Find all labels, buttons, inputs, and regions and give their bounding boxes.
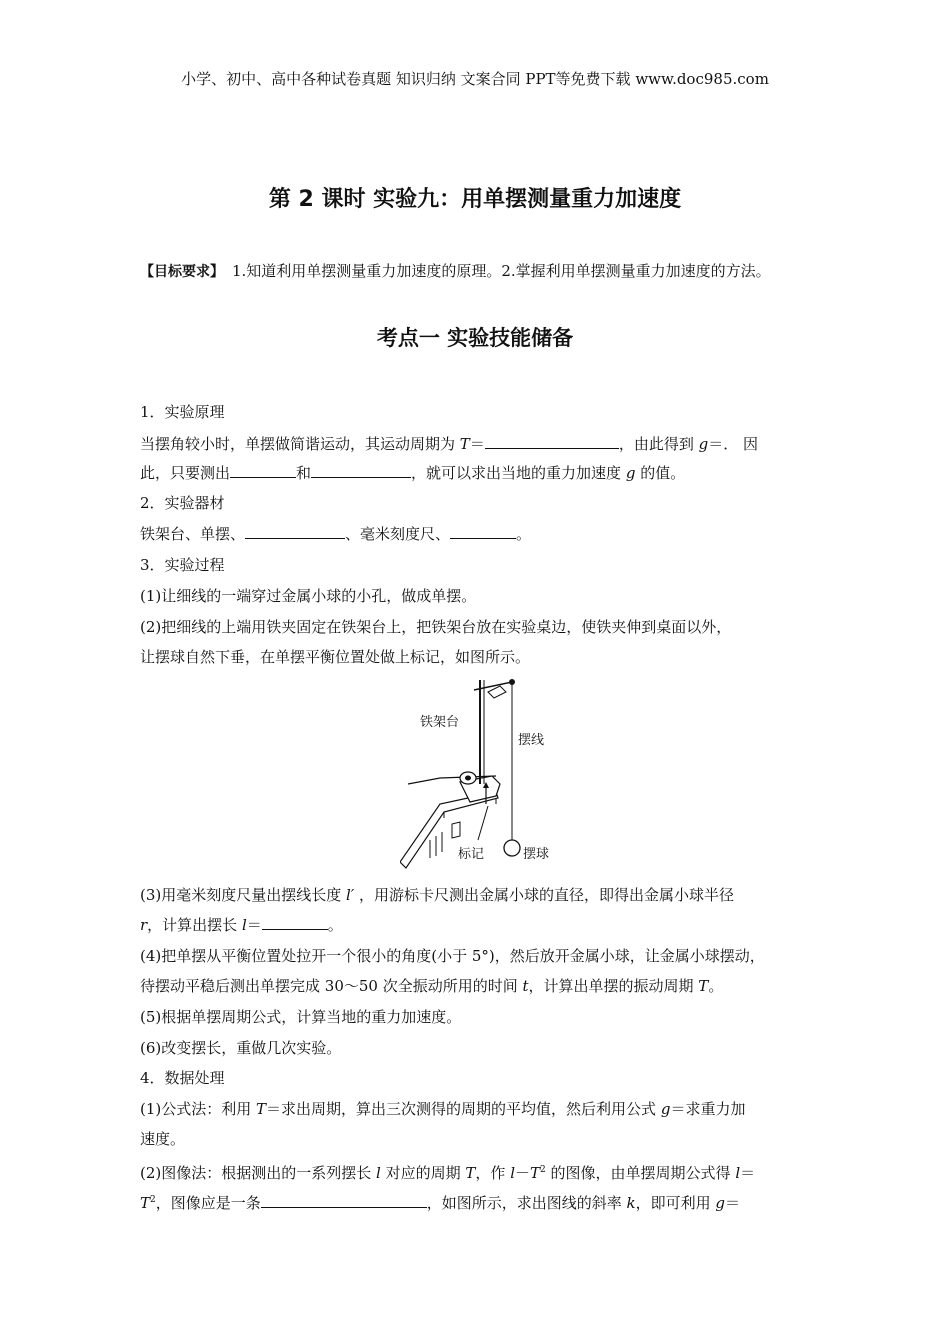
s4-method2b: $T^2$，图像应是一条 ，如图所示，求出图线的斜率 k，即可利用 g＝ bbox=[140, 1194, 741, 1212]
label-ball: 摆球 bbox=[523, 847, 550, 862]
s1-line1: 当摆角较小时，单摆做简谐运动，其运动周期为 T＝ ，由此得到 g＝． 因 bbox=[140, 435, 758, 453]
s1-line2: 此，只要测出 和 ，就可以求出当地的重力加速度 g 的值。 bbox=[140, 464, 686, 482]
goal-text: 1.知道利用单摆测量重力加速度的原理。2.掌握利用单摆测量重力加速度的方法。 bbox=[232, 262, 771, 280]
s3-step1: (1)让细线的一端穿过金属小球的小孔，做成单摆。 bbox=[140, 587, 477, 605]
goal-requirements bbox=[140, 260, 771, 281]
s3-step3b: r，计算出摆长 l＝ 。 bbox=[140, 916, 343, 934]
s3-step5: (5)根据单摆周期公式，计算当地的重力加速度。 bbox=[140, 1008, 462, 1026]
blank-period-formula[interactable] bbox=[485, 434, 619, 449]
s2-line: 铁架台、单摆、 、毫米刻度尺、 。 bbox=[140, 525, 532, 543]
blank-measure-1[interactable] bbox=[230, 463, 296, 478]
blank-graph-shape[interactable] bbox=[261, 1193, 427, 1208]
s3-step2a: (2)把细线的上端用铁夹固定在铁架台上，把铁架台放在实验桌边，使铁夹伸到桌面以外， bbox=[140, 618, 732, 636]
s4-method1a: (1)公式法：利用 T＝求出周期，算出三次测得的周期的平均值，然后利用公式 g＝求重力加 bbox=[140, 1100, 746, 1118]
blank-equipment-2[interactable] bbox=[450, 524, 516, 539]
label-mark: 标记 bbox=[458, 847, 485, 862]
s3-step4b: 待摆动平稳后测出单摆完成 30～50 次全振动所用的时间 t，计算出单摆的振动周期 T。 bbox=[140, 977, 724, 995]
label-iron-stand: 铁架台 bbox=[420, 715, 460, 730]
goal-label: 【目标要求】 bbox=[140, 264, 224, 280]
pendulum-setup-figure bbox=[400, 672, 570, 870]
section-title: 考点一 实验技能储备 bbox=[376, 326, 574, 350]
label-pendulum-string: 摆线 bbox=[518, 733, 545, 748]
s3-step6: (6)改变摆长，重做几次实验。 bbox=[140, 1039, 342, 1057]
s3-step4a: (4)把单摆从平衡位置处拉开一个很小的角度(小于 5°)，然后放开金属小球，让金属小球摆动， bbox=[140, 947, 765, 965]
s3-step3a: (3)用毫米刻度尺量出摆线长度 l′ ，用游标卡尺测出金属小球的直径，即得出金属小球半径 bbox=[140, 886, 735, 904]
blank-pendulum-length[interactable] bbox=[262, 915, 328, 930]
s3-step2b: 让摆球自然下垂，在单摆平衡位置处做上标记，如图所示。 bbox=[140, 648, 531, 666]
s4-method1b: 速度。 bbox=[140, 1130, 186, 1148]
s2-heading: 2．实验器材 bbox=[140, 494, 225, 512]
s4-method2a: (2)图像法：根据测出的一系列摆长 l 对应的周期 T，作 $l-T^2$ 的图像，由单摆周期公式得 l＝ bbox=[140, 1164, 756, 1182]
page-title: 第 2 课时 实验九：用单摆测量重力加速度 bbox=[268, 187, 682, 212]
page-header: 小学、初中、高中各种试卷真题 知识归纳 文案合同 PPT等免费下载 www.doc985.com bbox=[181, 70, 769, 88]
blank-equipment-1[interactable] bbox=[245, 524, 345, 539]
s1-heading: 1．实验原理 bbox=[140, 403, 225, 421]
blank-measure-2[interactable] bbox=[311, 463, 411, 478]
s4-heading: 4．数据处理 bbox=[140, 1069, 225, 1087]
s3-heading: 3．实验过程 bbox=[140, 556, 225, 574]
